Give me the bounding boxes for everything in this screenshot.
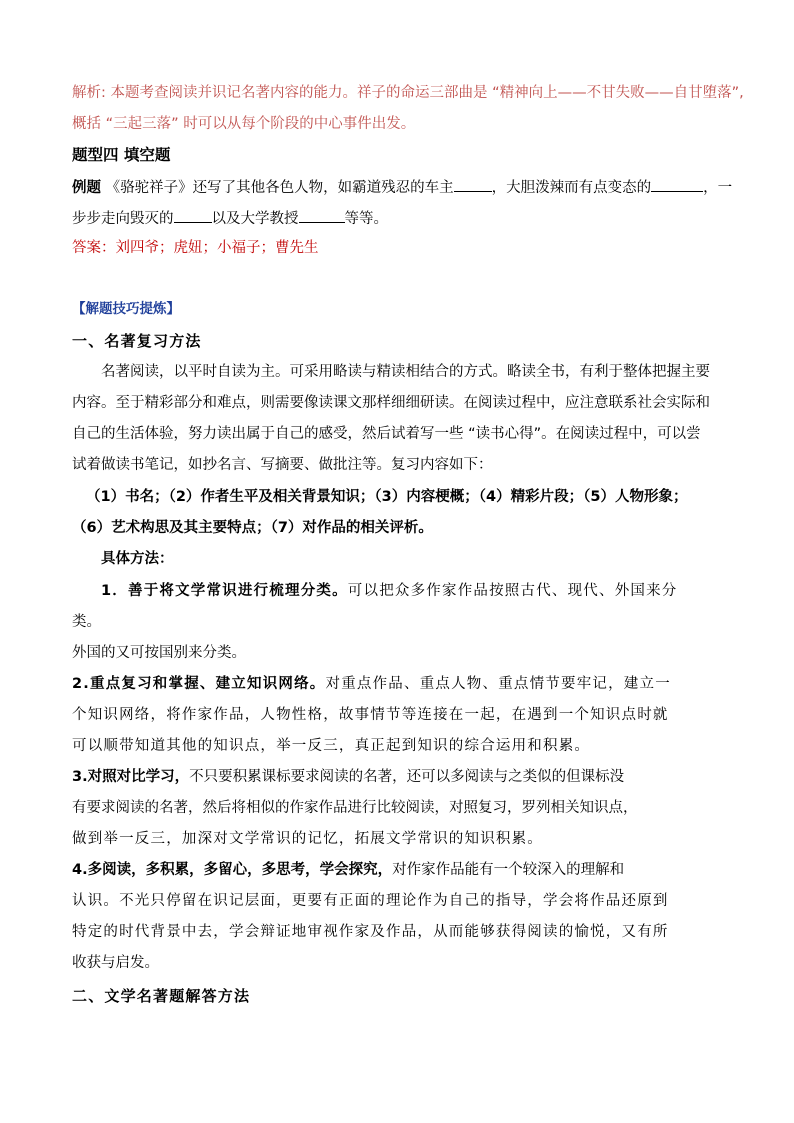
m1-line-1 bbox=[101, 581, 678, 601]
m3-line-2: 有要求阅读的名著，然后将相似的作家作品进行比较阅读，对照复习，罗列相关知识点， bbox=[72, 800, 638, 816]
m1-bold: 1．善于将文学常识进行梳理分类。 bbox=[101, 583, 348, 599]
section4-title: 题型四 填空题 bbox=[72, 146, 171, 164]
example-line-1 bbox=[72, 176, 732, 198]
m3-line-1 bbox=[72, 767, 624, 787]
m2-line-2: 个知识网络，将作家作品，人物性格，故事情节等连接在一起，在遇到一个知识点时就 bbox=[72, 707, 669, 723]
example-line-2 bbox=[72, 207, 388, 229]
blank-4 bbox=[299, 207, 345, 223]
para1-line-2: 内容。至于精彩部分和难点，则需要像读课文那样细细研读。在阅读过程中，应注意联系社会实际和 bbox=[72, 395, 710, 411]
example-seg-5: 以及大学教授 bbox=[211, 211, 299, 227]
method-title: 具体方法： bbox=[101, 551, 174, 567]
m2-bold: 2.重点复习和掌握、建立知识网络。 bbox=[72, 676, 326, 692]
m3-text: 不只要积累课标要求阅读的名著，还可以多阅读与之类似的但课标没 bbox=[189, 769, 625, 785]
m2-text: 对重点作品、重点人物、重点情节要牢记，建立一 bbox=[325, 676, 671, 692]
para1-line-3: 自己的生活体验，努力读出属于自己的感受，然后试着写一些 “读书心得”。在阅读过程中，可以尝 bbox=[72, 426, 701, 442]
m4-line-4: 收获与启发。 bbox=[72, 955, 159, 971]
heading-1: 一、名著复习方法 bbox=[72, 332, 202, 350]
example-seg-1: 《骆驼祥子》还写了其他各色人物，如霸道残忍的车主 bbox=[105, 180, 454, 196]
answer-line: 答案：刘四爷；虎妞；小福子；曹先生 bbox=[72, 240, 319, 256]
m4-line-2: 认识。不光只停留在识记层面，更要有正面的理论作为自己的指导，学会将作品还原到 bbox=[72, 893, 669, 909]
example-seg-6: 等等。 bbox=[344, 211, 388, 227]
m4-bold: 4.多阅读，多积累，多留心，多思考，学会探究， bbox=[72, 862, 393, 878]
content-list-line-1: （1）书名；（2）作者生平及相关背景知识；（3）内容梗概；（4）精彩片段；（5）人物形象； bbox=[86, 489, 688, 505]
m1-text: 可以把众多作家作品按照古代、现代、外国来分 bbox=[347, 583, 678, 599]
m4-line-1 bbox=[72, 860, 624, 880]
heading-2: 二、文学名著题解答方法 bbox=[72, 987, 251, 1005]
m4-text: 对作家作品能有一个较深入的理解和 bbox=[392, 862, 625, 878]
blank-2 bbox=[651, 176, 703, 192]
m4-line-3: 特定的时代背景中去，学会辩证地审视作家及作品，从而能够获得阅读的愉悦，又有所 bbox=[72, 924, 669, 940]
para1-line-1: 名著阅读，以平时自读为主。可采用略读与精读相结合的方式。略读全书，有利于整体把握主要 bbox=[101, 364, 710, 380]
m3-bold: 3.对照对比学习， bbox=[72, 769, 190, 785]
m1-line-3: 外国的又可按国别来分类。 bbox=[72, 645, 246, 661]
para1-line-4: 试着做读书笔记，如抄名言、写摘要、做批注等。复习内容如下： bbox=[72, 457, 493, 473]
m3-line-3: 做到举一反三，加深对文学常识的记忆，拓展文学常识的知识积累。 bbox=[72, 831, 543, 847]
example-seg-3: ，一 bbox=[703, 180, 733, 196]
example-seg-4: 步步走向毁灭的 bbox=[72, 211, 174, 227]
m2-line-1 bbox=[72, 674, 671, 694]
example-label: 例题 bbox=[72, 180, 101, 196]
example-seg-2: ，大胆泼辣而有点变态的 bbox=[491, 180, 652, 196]
tips-title: 【解题技巧提炼】 bbox=[72, 301, 180, 317]
analysis-line-1: 解析: 本题考查阅读并识记名著内容的能力。祥子的命运三部曲是 “精神向上——不甘失败——自甘堕落”, bbox=[72, 85, 744, 101]
m2-line-3: 可以顺带知道其他的知识点，举一反三，真正起到知识的综合运用和积累。 bbox=[72, 738, 591, 754]
analysis-line-2: 概括 “三起三落” 时可以从每个阶段的中心事件出发。 bbox=[72, 116, 416, 132]
blank-3 bbox=[174, 207, 212, 223]
content-list-line-2: （6）艺术构思及其主要特点；（7）对作品的相关评析。 bbox=[72, 520, 433, 536]
m1-line-2: 类。 bbox=[72, 614, 101, 630]
blank-1 bbox=[454, 176, 492, 192]
